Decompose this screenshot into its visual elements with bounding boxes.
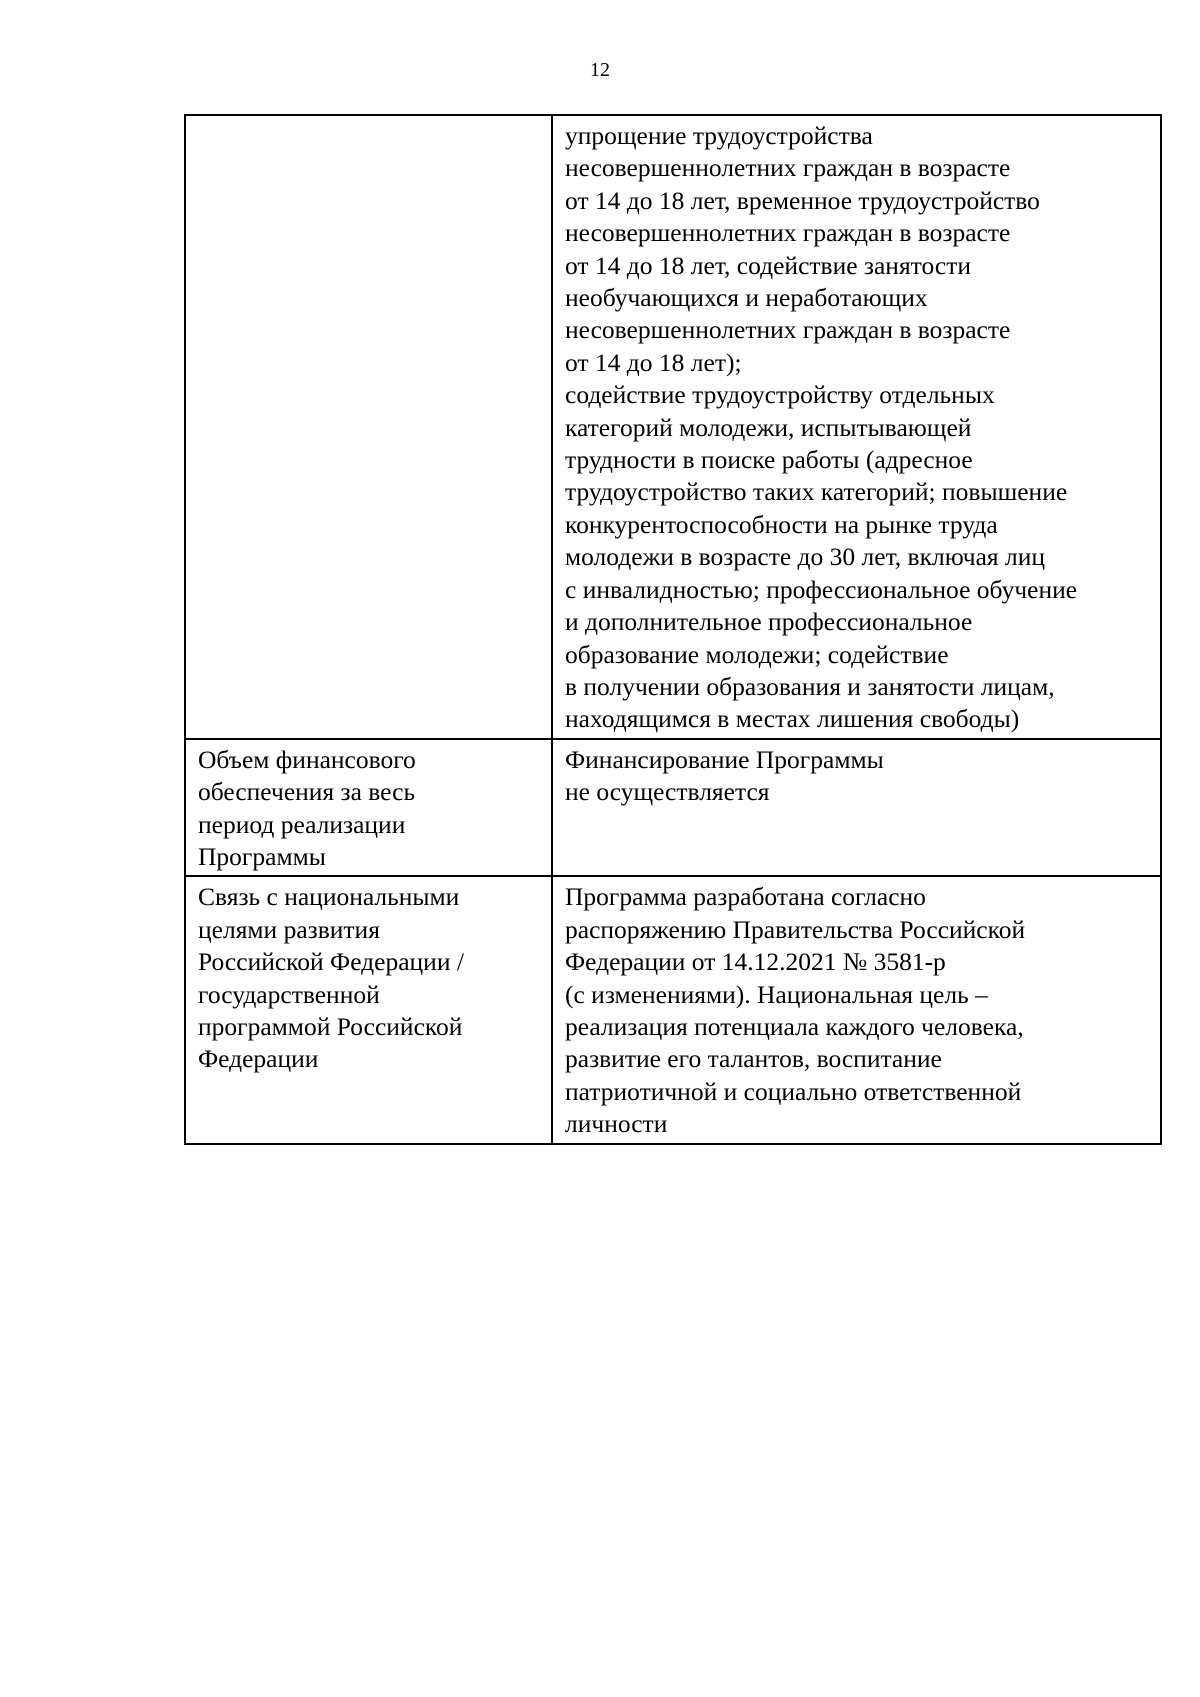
label-text-line: Программы xyxy=(198,841,326,871)
row-content-cell xyxy=(552,739,1161,877)
content-text-line: образование молодежи; содействие xyxy=(565,639,949,669)
page-number: 12 xyxy=(590,59,610,81)
label-text-line: государственной xyxy=(198,979,380,1009)
content-text-line: несовершеннолетних граждан в возрасте xyxy=(565,315,1011,345)
label-text-line: Связь с национальными xyxy=(198,882,460,912)
label-text-line: программой Российской xyxy=(198,1011,463,1041)
row-content-cell xyxy=(552,115,1161,739)
content-text-line: Программа разработана согласно xyxy=(565,882,926,912)
label-text-line: обеспечения за весь xyxy=(198,777,416,807)
row-label-cell xyxy=(185,876,552,1143)
row-label-cell xyxy=(185,115,552,739)
label-text-line: Объем финансового xyxy=(198,744,416,774)
content-text-line: Федерации от 14.12.2021 № 3581-р xyxy=(565,947,946,977)
table-row xyxy=(185,876,1161,1143)
content-text-line: находящимся в местах лишения свободы) xyxy=(565,704,1020,734)
label-text-line: Российской Федерации / xyxy=(198,947,464,977)
content-text-line: необучающихся и неработающих xyxy=(565,283,928,313)
content-text-line: трудоустройство таких категорий; повышение xyxy=(565,477,1068,507)
content-text-line: развитие его талантов, воспитание xyxy=(565,1044,942,1074)
label-text-line: Федерации xyxy=(198,1044,319,1074)
label-text-line: целями развития xyxy=(198,914,380,944)
content-text-line: несовершеннолетних граждан в возрасте xyxy=(565,153,1011,183)
content-text-line: патриотичной и социально ответственной xyxy=(565,1076,1022,1106)
content-text-line: в получении образования и занятости лицам, xyxy=(565,671,1055,701)
table-row xyxy=(185,115,1161,739)
content-text-line: трудности в поиске работы (адресное xyxy=(565,445,973,475)
row-content-cell xyxy=(552,876,1161,1143)
content-text-line: категорий молодежи, испытывающей xyxy=(565,412,972,442)
content-text-line: распоряжению Правительства Российской xyxy=(565,914,1026,944)
content-text-line: конкурентоспособности на рынке труда xyxy=(565,509,998,539)
content-text-line: и дополнительное профессиональное xyxy=(565,607,973,637)
content-text-line: реализация потенциала каждого человека, xyxy=(565,1011,1024,1041)
content-text-line: содействие трудоустройству отдельных xyxy=(565,380,995,410)
content-text-line: несовершеннолетних граждан в возрасте xyxy=(565,218,1011,248)
row-label-cell xyxy=(185,739,552,877)
content-text-line: личности xyxy=(565,1109,668,1139)
content-text-line: Финансирование Программы xyxy=(565,744,884,774)
content-text-line: упрощение трудоустройства xyxy=(565,121,873,150)
content-text-line: с инвалидностью; профессиональное обучение xyxy=(565,574,1078,604)
table-row xyxy=(185,739,1161,877)
content-text-line: (с изменениями). Национальная цель – xyxy=(565,979,988,1009)
content-text-line: не осуществляется xyxy=(565,777,770,807)
content-text-line: молодежи в возрасте до 30 лет, включая лиц xyxy=(565,542,1046,572)
program-passport-table xyxy=(184,114,1162,1145)
label-text-line: период реализации xyxy=(198,809,406,839)
content-text-line: от 14 до 18 лет, временное трудоустройство xyxy=(565,185,1040,215)
content-text-line: от 14 до 18 лет, содействие занятости xyxy=(565,250,971,280)
content-text-line: от 14 до 18 лет); xyxy=(565,347,742,377)
